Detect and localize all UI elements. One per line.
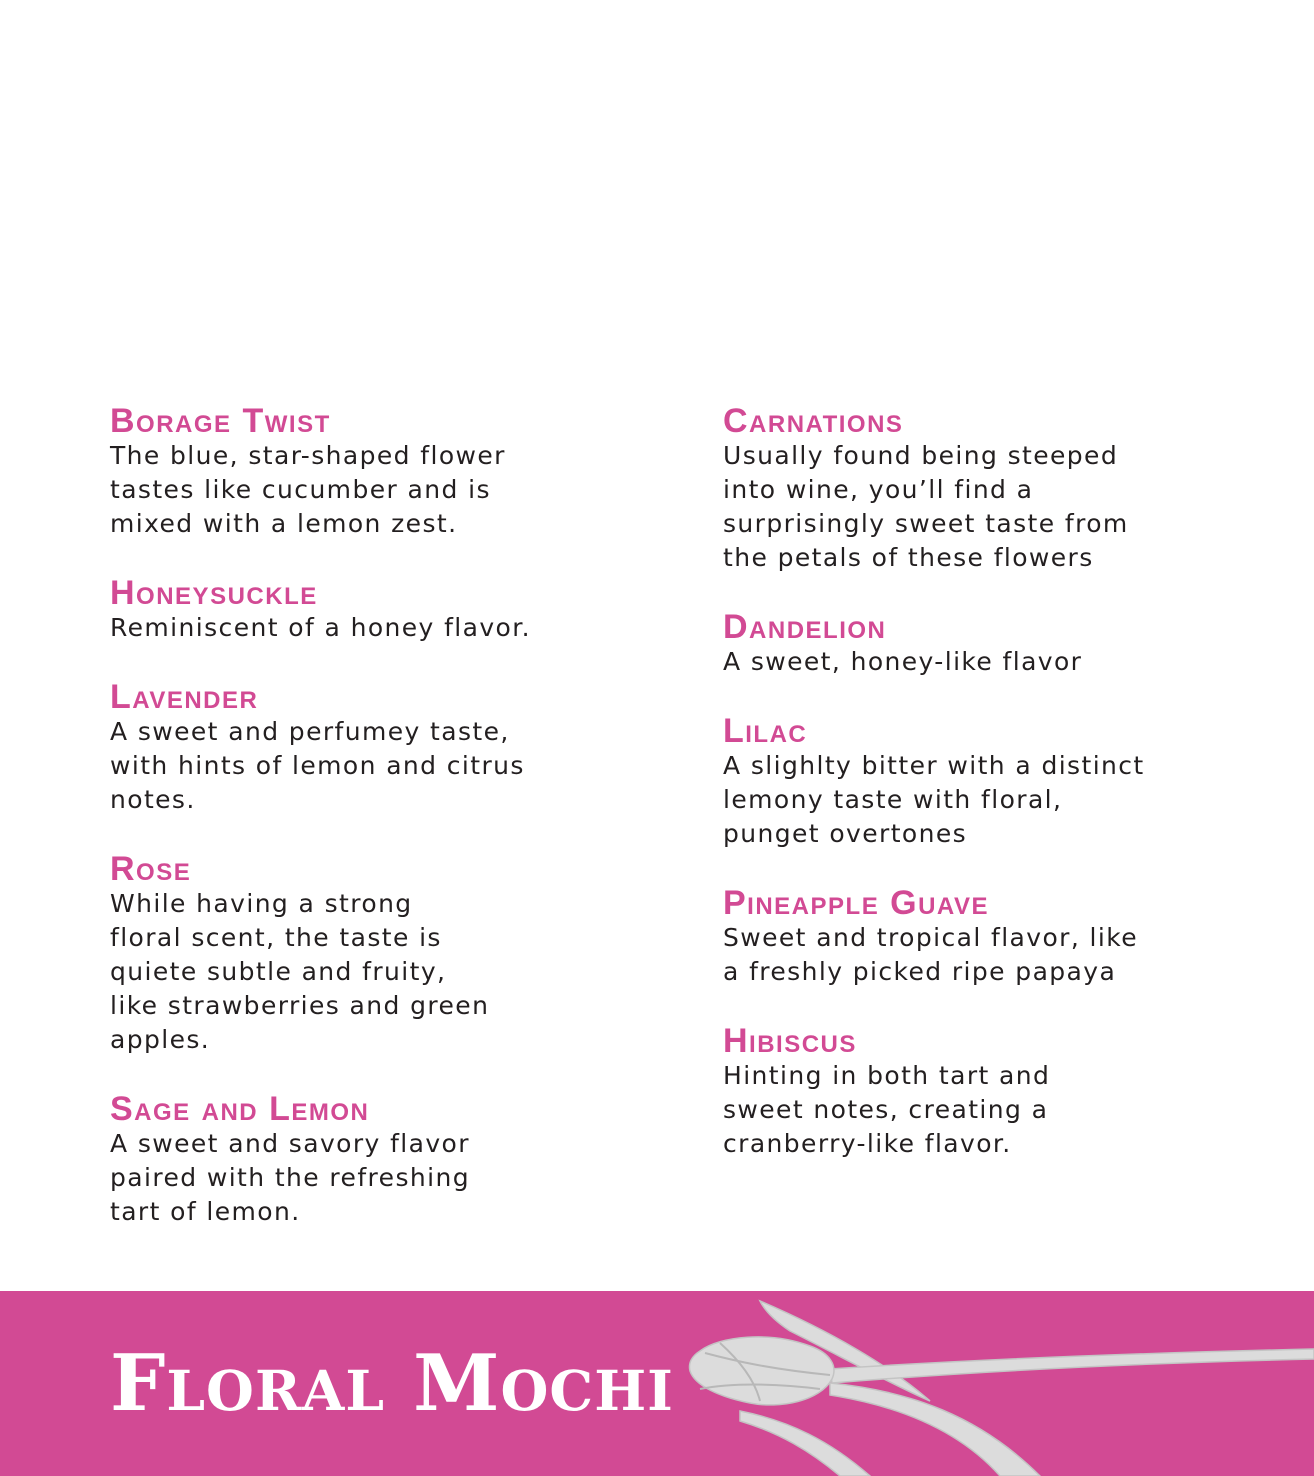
description-line: A sweet, honey-like flavor bbox=[723, 647, 1083, 676]
description-line: Sweet and tropical flavor, like bbox=[723, 923, 1138, 952]
description-line: quiete subtle and fruity, bbox=[110, 957, 447, 986]
description-line: A slighlty bitter with a distinct bbox=[723, 751, 1145, 780]
flavor-description bbox=[723, 439, 1243, 575]
flavor-entry bbox=[723, 885, 1243, 989]
description-line: tastes like cucumber and is bbox=[110, 475, 491, 504]
description-line: apples. bbox=[110, 1025, 211, 1054]
description-line: A sweet and perfumey taste, bbox=[110, 717, 510, 746]
description-line: notes. bbox=[110, 785, 196, 814]
flavor-name: Lilac bbox=[723, 712, 808, 750]
description-line: cranberry-like flavor. bbox=[723, 1129, 1012, 1158]
description-line: Usually found being steeped bbox=[723, 441, 1119, 470]
right-column bbox=[723, 403, 1243, 1195]
description-line: like strawberries and green bbox=[110, 991, 490, 1020]
description-line: sweet notes, creating a bbox=[723, 1095, 1049, 1124]
flavor-name: Pineapple Guave bbox=[723, 884, 989, 922]
description-line: tart of lemon. bbox=[110, 1197, 301, 1226]
description-line: the petals of these flowers bbox=[723, 543, 1094, 572]
flavor-entry bbox=[110, 851, 630, 1057]
description-line: paired with the refreshing bbox=[110, 1163, 470, 1192]
description-line: punget overtones bbox=[723, 819, 968, 848]
title-banner bbox=[0, 1291, 1314, 1476]
flavor-description bbox=[110, 439, 630, 541]
flavor-description bbox=[110, 1127, 630, 1229]
flavor-entry bbox=[110, 575, 630, 645]
description-line: The blue, star-shaped flower bbox=[110, 441, 506, 470]
page-title: Floral Mochi bbox=[110, 1338, 674, 1429]
flavor-description bbox=[110, 887, 630, 1057]
description-line: Hinting in both tart and bbox=[723, 1061, 1051, 1090]
flavor-name: Rose bbox=[110, 850, 192, 888]
description-line: Reminiscent of a honey flavor. bbox=[110, 613, 531, 642]
flavor-entry bbox=[723, 713, 1243, 851]
flavor-name: Dandelion bbox=[723, 608, 887, 646]
description-line: mixed with a lemon zest. bbox=[110, 509, 458, 538]
flavor-description bbox=[723, 749, 1243, 851]
flavor-description bbox=[723, 1059, 1243, 1161]
flavor-name: Lavender bbox=[110, 678, 259, 716]
description-line: A sweet and savory flavor bbox=[110, 1129, 470, 1158]
tulip-icon bbox=[680, 1291, 1314, 1476]
description-line: with hints of lemon and citrus bbox=[110, 751, 525, 780]
description-line: surprisingly sweet taste from bbox=[723, 509, 1129, 538]
left-column bbox=[110, 403, 630, 1263]
description-line: While having a strong bbox=[110, 889, 413, 918]
flavor-entry bbox=[110, 403, 630, 541]
description-line: lemony taste with floral, bbox=[723, 785, 1063, 814]
flavor-description bbox=[110, 611, 630, 645]
flavor-entry bbox=[723, 609, 1243, 679]
flavor-name: Honeysuckle bbox=[110, 574, 318, 612]
flavor-entry bbox=[723, 1023, 1243, 1161]
flavor-name: Sage and Lemon bbox=[110, 1090, 370, 1128]
flavor-entry bbox=[723, 403, 1243, 575]
description-line: floral scent, the taste is bbox=[110, 923, 442, 952]
flavor-entry bbox=[110, 1091, 630, 1229]
description-line: a freshly picked ripe papaya bbox=[723, 957, 1117, 986]
flavor-name: Borage Twist bbox=[110, 402, 331, 440]
flavor-entry bbox=[110, 679, 630, 817]
description-line: into wine, you’ll find a bbox=[723, 475, 1034, 504]
flavor-name: Hibiscus bbox=[723, 1022, 857, 1060]
flavor-name: Carnations bbox=[723, 402, 904, 440]
flavor-description bbox=[723, 921, 1243, 989]
flavor-description bbox=[723, 645, 1243, 679]
flavor-description bbox=[110, 715, 630, 817]
